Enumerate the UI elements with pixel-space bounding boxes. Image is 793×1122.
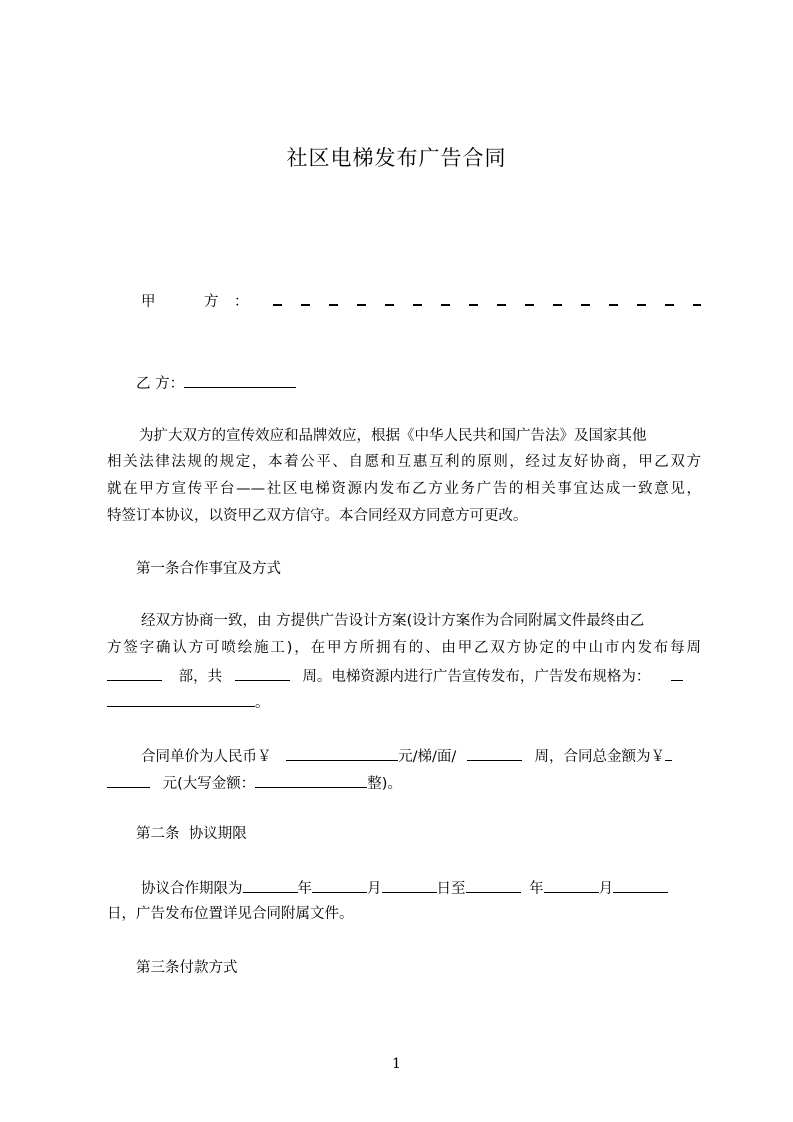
weekly-count-blank [107,665,162,681]
party-a-label-char2: 方 [204,294,219,310]
party-b-line [136,372,296,394]
total-amount-label: 周，合同总金额为￥ [534,749,665,765]
party-a-colon: ： [234,294,249,310]
article3-heading: 第三条付款方式 [136,960,238,976]
term-label: 协议合作期限为 [141,881,243,897]
article2-heading: 第二条 协议期限 [136,826,247,842]
start-month-blank [312,877,367,893]
spec-blank [107,691,255,707]
party-b-label: 乙 方： [136,376,185,392]
para2-line4 [107,691,270,713]
start-month-label: 月 [367,881,382,897]
capital-amount-suffix: 整)。 [367,776,402,792]
para1-line2: 相关法律法规的规定，本着公平、自愿和互惠互利的原则，经过友好协商，甲乙双方 [107,454,701,470]
party-a-label-char1: 甲 [141,294,156,310]
para2-line3 [107,665,701,687]
para2-line2: 方签字确认方可喷绘施工)，在甲方所拥有的、由甲乙双方协定的中山市内发布每周 [107,640,701,656]
start-year-blank [243,877,298,893]
end-year-label: 年 [529,881,544,897]
para2-line1: 经双方协商一致，由 方提供广告设计方案(设计方案作为合同附属文件最终由乙 [141,613,645,629]
start-day-label: 日至 [436,881,466,897]
para2-unit-label: 部，共 [178,669,223,685]
start-day-blank [382,877,437,893]
total-amount-blank [107,772,150,788]
end-year-blank [466,877,521,893]
weeks-blank [235,665,290,681]
para4-line2: 日，广告发布位置详见合同附属文件。 [107,906,354,922]
end-day-blank [613,877,668,893]
capital-amount-label: 元(大写金额： [162,776,256,792]
end-month-blank [544,877,599,893]
unit-price-unit: 元/梯/面/ [398,749,457,765]
spec-blank-start [671,665,683,681]
article1-heading: 第一条合作事宜及方式 [136,561,281,577]
unit-price-blank [286,745,398,761]
para1-line1: 为扩大双方的宣传效应和品牌效应，根据《中华人民共和国广告法》及国家其他 [139,428,647,444]
start-year-label: 年 [297,881,312,897]
document-title: 社区电梯发布广告合同 [286,146,507,170]
period-blank [467,745,522,761]
party-b-blank [184,372,296,388]
para4-line1 [141,877,668,899]
para3-line1 [141,745,672,767]
para3-line2 [107,772,402,794]
unit-price-label: 合同单价为人民币￥ [141,749,272,765]
capital-amount-blank [255,772,367,788]
para2-spec-text: 周。电梯资源内进行广告宣传发布，广告发布规格为： [302,669,651,685]
end-month-label: 月 [598,881,614,897]
page-number: 1 [392,1056,401,1072]
party-a-blank [273,304,701,306]
para1-line4: 特签订本协议，以资甲乙双方信守。本合同经双方同意方可更改。 [107,508,528,524]
para2-period: 。 [255,695,270,711]
total-amount-blank-start [665,745,672,761]
para1-line3: 就在甲方宣传平台——社区电梯资源内发布乙方业务广告的相关事宜达成一致意见， [107,481,701,497]
